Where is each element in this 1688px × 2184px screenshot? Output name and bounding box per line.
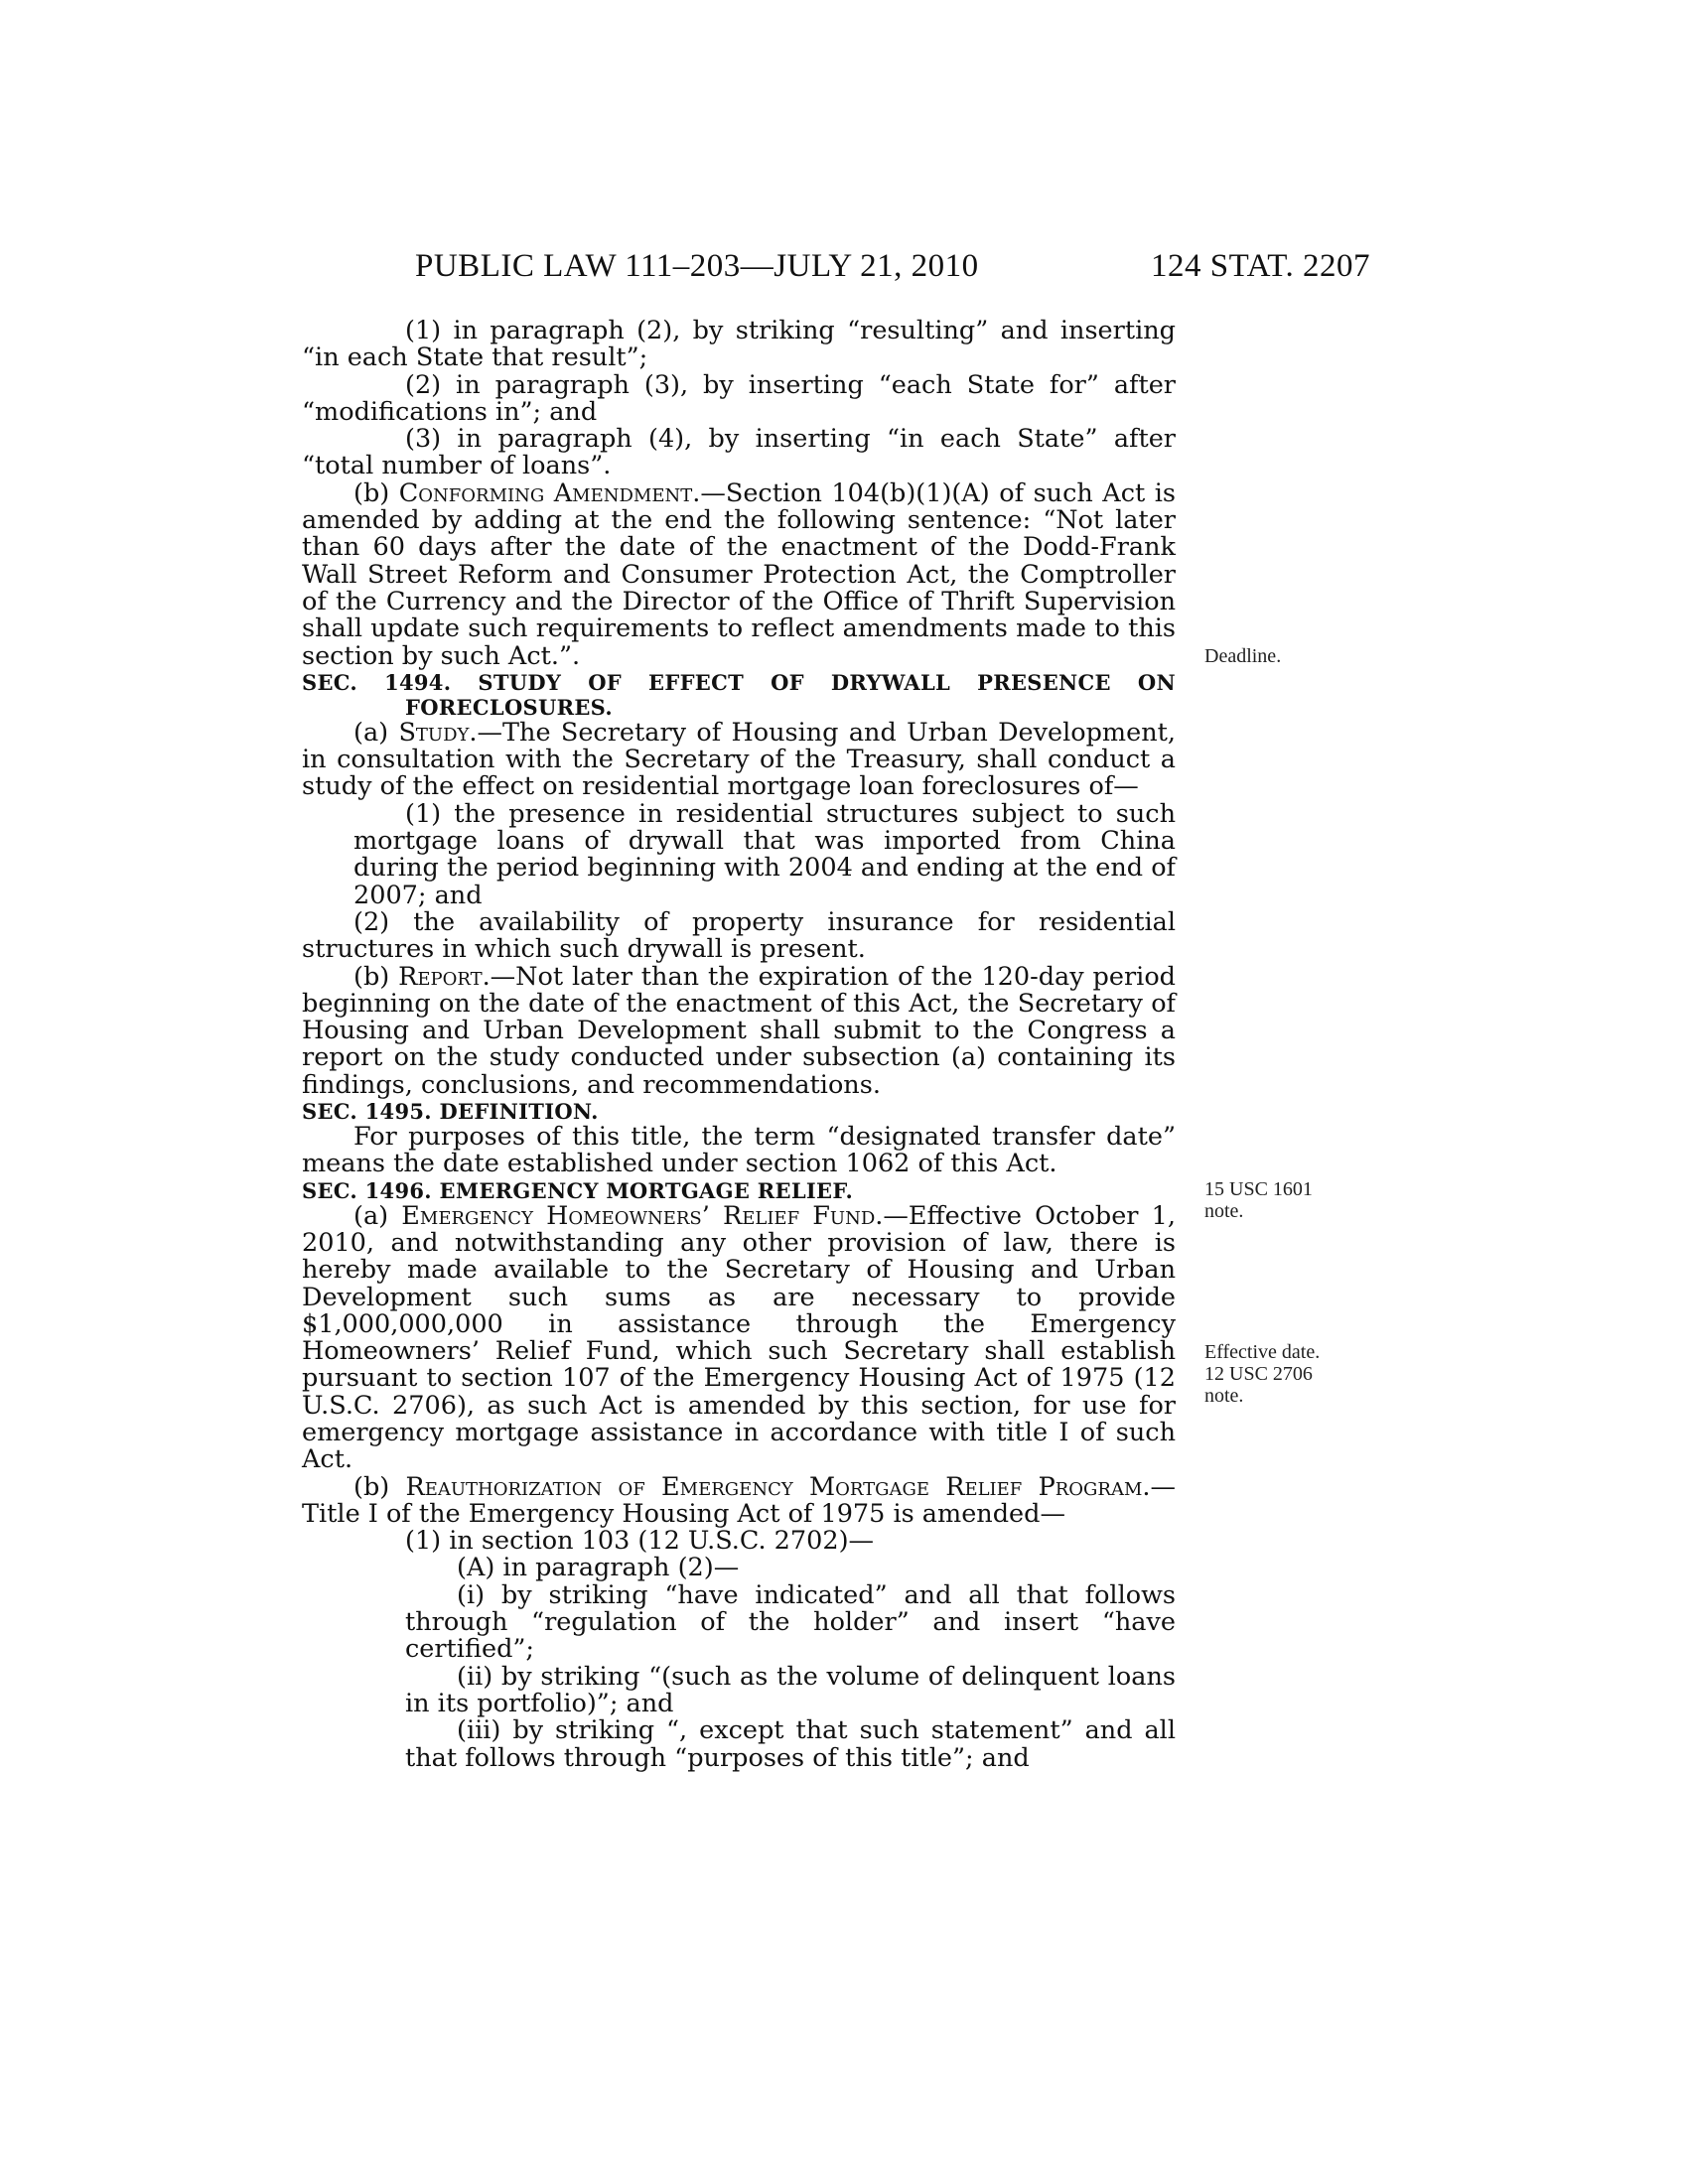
paragraph-lead: (a) bbox=[353, 717, 399, 748]
section-heading-1496: SEC. 1496. EMERGENCY MORTGAGE RELIEF. bbox=[302, 1177, 854, 1203]
subsection-heading: Reauthorization of Emergency Mortgage Relief Program bbox=[405, 1471, 1143, 1502]
paragraph: (ii) by striking “(such as the volume of delinquent loans in its portfolio)”; and bbox=[405, 1661, 1176, 1718]
subsection-heading: Emergency Homeowners’ Relief Fund bbox=[401, 1200, 876, 1231]
paragraph-conforming-amendment bbox=[302, 480, 1176, 670]
margin-note-line: Effective date. bbox=[1204, 1341, 1321, 1363]
subsection-heading: Report bbox=[398, 961, 483, 992]
subsection-heading: Conforming Amendment bbox=[398, 478, 693, 508]
paragraph-definition: For purposes of this title, the term “designated transfer date” means the date established under section 1062 of this Act. bbox=[302, 1122, 1176, 1179]
paragraph: (3) in paragraph (4), by inserting “in each State” after “total number of loans”. bbox=[302, 424, 1176, 481]
paragraph: (A) in paragraph (2)— bbox=[457, 1553, 740, 1583]
margin-note-line: note. bbox=[1204, 1385, 1244, 1407]
paragraph-lead: (b) bbox=[353, 478, 399, 508]
paragraph: (1) in paragraph (2), by striking “resulting” and inserting “in each State that result”; bbox=[302, 316, 1176, 373]
subsection-heading: Study bbox=[398, 717, 470, 748]
paragraph-lead: (b) bbox=[353, 961, 399, 992]
paragraph: (1) the presence in residential structures subject to such mortgage loans of drywall that was imported from China during the period beginning with 2004 and ending at the end of 2007; and bbox=[353, 798, 1176, 910]
paragraph: (2) in paragraph (3), by inserting “each State for” after “modifications in”; and bbox=[302, 369, 1176, 427]
paragraph-report bbox=[302, 961, 1176, 1100]
paragraph-study bbox=[302, 717, 1176, 802]
margin-note-deadline: Deadline. bbox=[1204, 645, 1282, 667]
paragraph: (1) in section 103 (12 U.S.C. 2702)— bbox=[405, 1526, 875, 1557]
paragraph-text: .—Effective October 1, 2010, and notwithstanding any other provision of law, there is hereby made available to the Secretary of Housing and Urban Development such sums as are necessary to provide $1,000,000,000 in assistance through the Emergency Homeowners’ Relief Fund, which such Secretary shall establish pursuant to section 107 of the Emergency Housing Act of 1975 (12 U.S.C. 2706), as such Act is amended by this section, for use for emergency mortgage assistance in accordance with title I of such Act. bbox=[302, 1200, 1176, 1475]
paragraph: (i) by striking “have indicated” and all that follows through “regulation of the holder” and insert “have certified”; bbox=[405, 1579, 1176, 1665]
paragraph: (iii) by striking “, except that such statement” and all that follows through “purposes of this title”; and bbox=[405, 1715, 1176, 1773]
paragraph-text: .—The Secretary of Housing and Urban Development, in consultation with the Secretary of the Treasury, shall conduct a study of the effect on residential mortgage loan foreclosures of— bbox=[302, 717, 1176, 802]
paragraph-text: .—Title I of the Emergency Housing Act of 1975 is amended— bbox=[302, 1471, 1177, 1529]
header-law-title: PUBLIC LAW 111–203—JULY 21, 2010 bbox=[415, 248, 979, 284]
margin-note-line: 12 USC 2706 bbox=[1204, 1363, 1313, 1385]
paragraph-lead: (b) bbox=[353, 1471, 406, 1502]
margin-note-line: note. bbox=[1204, 1200, 1244, 1222]
margin-note-15usc1601 bbox=[1204, 1178, 1313, 1222]
document-body bbox=[302, 318, 1176, 1772]
section-heading-1495: SEC. 1495. DEFINITION. bbox=[302, 1099, 599, 1125]
paragraph-lead: (a) bbox=[353, 1200, 402, 1231]
running-header bbox=[302, 248, 1370, 288]
header-stat-page: 124 STAT. 2207 bbox=[1150, 248, 1370, 284]
paragraph-reauthorization bbox=[302, 1471, 1177, 1529]
paragraph-relief-fund bbox=[302, 1200, 1176, 1475]
paragraph-text: .—Not later than the expiration of the 120-day period beginning on the date of the enactment of this Act, the Secretary of Housing and Urban Development shall submit to the Congress a report on the study conducted under subsection (a) containing its findings, conclusions, and recommendations. bbox=[302, 961, 1176, 1100]
paragraph: (2) the availability of property insurance for residential structures in which such drywall is present. bbox=[302, 906, 1176, 965]
margin-note-effective-date bbox=[1204, 1341, 1320, 1407]
margin-note-line: 15 USC 1601 bbox=[1204, 1178, 1313, 1200]
section-heading-1494: SEC. 1494. STUDY OF EFFECT OF DRYWALL PRESENCE ON FORECLOSURES. bbox=[302, 669, 1176, 720]
paragraph-text: .—Section 104(b)(1)(A) of such Act is amended by adding at the end the following sentence: “Not later than 60 days after the date of the enactment of the Dodd-Frank Wall Street Reform and Consumer Protection Act, the Comptroller of the Currency and the Director of the Office of Thrift Supervision shall update such requirements to reflect amendments made to this section by such Act.”. bbox=[302, 478, 1177, 671]
